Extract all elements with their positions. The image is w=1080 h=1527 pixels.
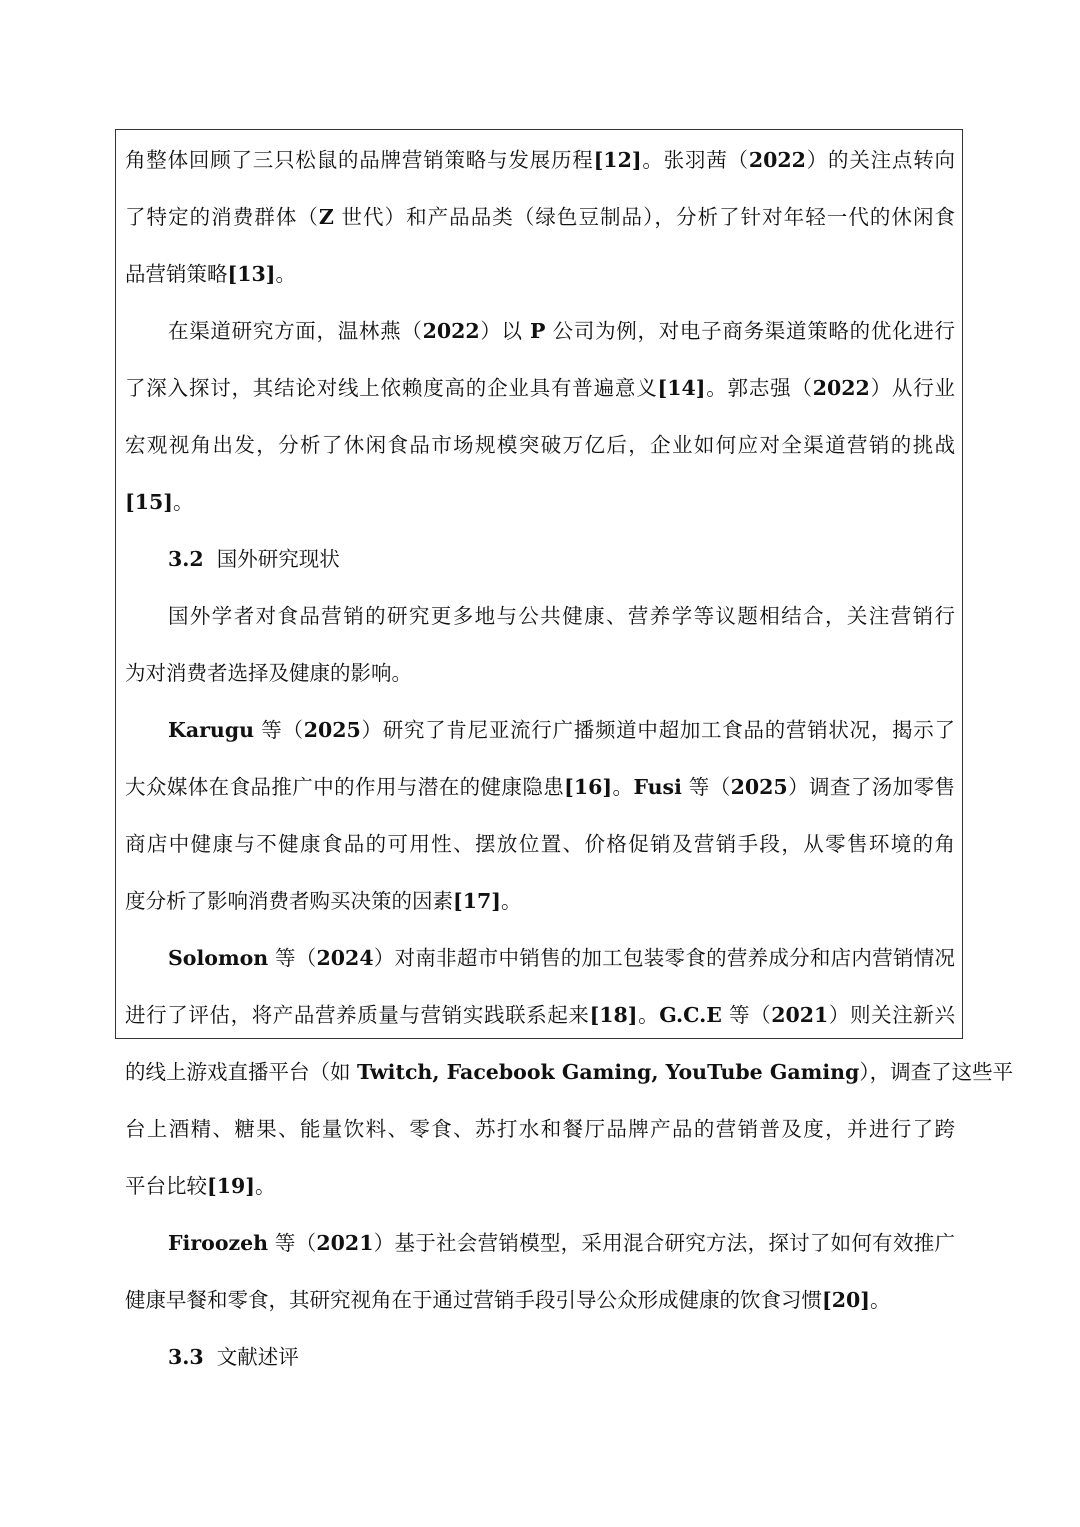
body-line bbox=[125, 259, 955, 289]
text-run: 公司为例，对电子商务渠道策略的优化进行 bbox=[545, 319, 955, 343]
body-line: 台上酒精、糖果、能量饮料、零食、苏打水和餐厅品牌产品的营销普及度，并进行了跨 bbox=[125, 1117, 955, 1141]
author-name: Fusi bbox=[633, 775, 682, 799]
year: 2025 bbox=[730, 775, 788, 799]
section-number: 3.2 bbox=[168, 547, 204, 571]
citation: [20] bbox=[822, 1288, 870, 1312]
section-heading-3-3 bbox=[168, 1342, 998, 1372]
text-run: 。 bbox=[172, 490, 194, 514]
platform-names: Twitch, Facebook Gaming, YouTube Gaming bbox=[357, 1060, 860, 1084]
text-run: ）对南非超市中销售的加工包装零食的营养成分和店内营销情况 bbox=[373, 946, 955, 970]
text-run: 世代）和产品品类（绿色豆制品），分析了针对年轻一代的休闲食 bbox=[333, 205, 956, 229]
body-line: 国外学者对食品营销的研究更多地与公共健康、营养学等议题相结合，关注营销行 bbox=[168, 604, 955, 628]
body-line bbox=[125, 1171, 955, 1201]
body-line: 商店中健康与不健康食品的可用性、摆放位置、价格促销及营销手段，从零售环境的角 bbox=[125, 832, 955, 856]
text-run: 。 bbox=[869, 1288, 891, 1312]
text-run: Z bbox=[318, 205, 334, 229]
citation: [15] bbox=[125, 490, 173, 514]
author-name: G.C.E bbox=[659, 1003, 722, 1027]
body-line bbox=[125, 772, 955, 802]
body-line bbox=[125, 145, 955, 175]
citation: [13] bbox=[227, 262, 276, 286]
text-run: 角整体回顾了三只松鼠的品牌营销策略与发展历程 bbox=[125, 148, 594, 172]
text-run: 的线上游戏直播平台（如 bbox=[125, 1060, 358, 1084]
year: 2021 bbox=[771, 1003, 829, 1027]
section-title: 国外研究现状 bbox=[216, 547, 340, 571]
body-line bbox=[125, 1057, 1014, 1087]
text-run: 了深入探讨，其结论对线上依赖度高的企业具有普遍意义 bbox=[125, 376, 658, 400]
author-name: Karugu bbox=[168, 718, 255, 742]
body-line bbox=[168, 943, 955, 973]
text-run: 等（ bbox=[254, 718, 304, 742]
body-line bbox=[125, 1000, 955, 1030]
text-run: ）则关注新兴 bbox=[828, 1003, 956, 1027]
body-line: 为对消费者选择及健康的影响。 bbox=[125, 661, 412, 685]
year: 2024 bbox=[316, 946, 374, 970]
citation: [16] bbox=[564, 775, 613, 799]
body-line bbox=[125, 373, 955, 403]
text-run: ）基于社会营销模型，采用混合研究方法，探讨了如何有效推广 bbox=[373, 1231, 955, 1255]
body-line bbox=[168, 715, 955, 745]
text-run: 。 bbox=[254, 1174, 276, 1198]
year: 2021 bbox=[316, 1231, 374, 1255]
citation: [18] bbox=[589, 1003, 638, 1027]
text-run: 大众媒体在食品推广中的作用与潜在的健康隐患 bbox=[125, 775, 565, 799]
author-name: Firoozeh bbox=[168, 1231, 269, 1255]
text-run: 在渠道研究方面，温林燕（ bbox=[168, 319, 423, 343]
citation: [17] bbox=[453, 889, 501, 913]
body-line bbox=[125, 487, 955, 517]
text-run: ），调查了这些平 bbox=[859, 1060, 1014, 1084]
text-run: ）调查了汤加零售 bbox=[787, 775, 956, 799]
year: 2022 bbox=[812, 376, 870, 400]
text-run: 平台比较 bbox=[125, 1174, 207, 1198]
text-run: P bbox=[530, 319, 546, 343]
body-line bbox=[125, 202, 955, 232]
body-line bbox=[168, 316, 955, 346]
year: 2025 bbox=[303, 718, 361, 742]
text-run: 。 bbox=[500, 889, 522, 913]
text-run: 等（ bbox=[721, 1003, 772, 1027]
text-run: ）研究了肯尼亚流行广播频道中超加工食品的营销状况，揭示了 bbox=[360, 718, 955, 742]
body-line bbox=[168, 1228, 955, 1258]
text-run: 。 bbox=[275, 262, 296, 286]
section-number: 3.3 bbox=[168, 1345, 204, 1369]
text-run: ）以 bbox=[479, 319, 530, 343]
text-run: 了特定的消费群体（ bbox=[125, 205, 319, 229]
text-run: 进行了评估，将产品营养质量与营销实践联系起来 bbox=[125, 1003, 590, 1027]
text-run: 等（ bbox=[268, 1231, 317, 1255]
text-run: 。 bbox=[637, 1003, 660, 1027]
year: 2022 bbox=[422, 319, 480, 343]
text-run: 健康早餐和零食，其研究视角在于通过营销手段引导公众形成健康的饮食习惯 bbox=[125, 1288, 822, 1312]
text-run: 。张羽茜（ bbox=[641, 148, 749, 172]
text-run: 等（ bbox=[681, 775, 731, 799]
text-run: 。郭志强（ bbox=[705, 376, 813, 400]
text-run: 。 bbox=[612, 775, 634, 799]
citation: [12] bbox=[593, 148, 642, 172]
body-line bbox=[125, 1285, 955, 1315]
text-run: ）的关注点转向 bbox=[805, 148, 956, 172]
text-run: 度分析了影响消费者购买决策的因素 bbox=[125, 889, 453, 913]
citation: [19] bbox=[207, 1174, 255, 1198]
section-heading-3-2 bbox=[168, 544, 998, 574]
body-line: 宏观视角出发，分析了休闲食品市场规模突破万亿后，企业如何应对全渠道营销的挑战 bbox=[125, 433, 955, 457]
year: 2022 bbox=[748, 148, 806, 172]
text-run: ）从行业 bbox=[869, 376, 956, 400]
text-run: 等（ bbox=[268, 946, 317, 970]
citation: [14] bbox=[657, 376, 706, 400]
body-line bbox=[125, 886, 955, 916]
section-title: 文献述评 bbox=[216, 1345, 299, 1369]
author-name: Solomon bbox=[168, 946, 269, 970]
text-run: 品营销策略 bbox=[125, 262, 228, 286]
